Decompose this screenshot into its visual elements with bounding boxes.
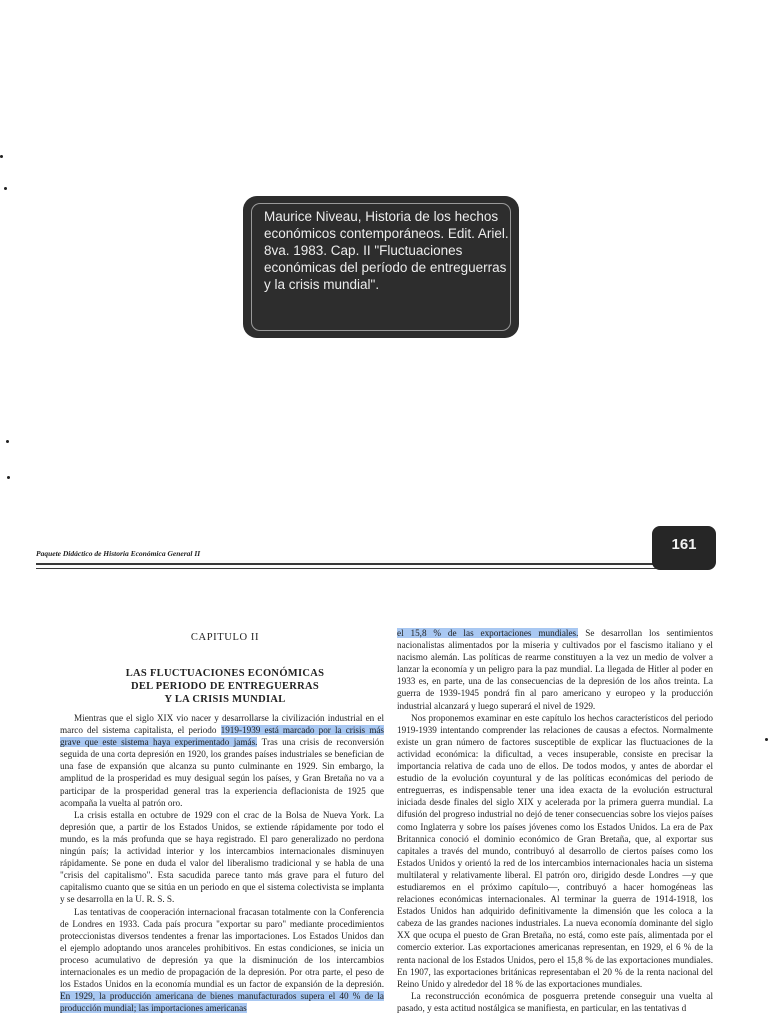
paragraph: La crisis estalla en octubre de 1929 con el crac de la Bolsa de Nueva York. La depresión que, a partir de los Estados Unidos, se extiende rápidamente por todo el mundo, es la más profunda que se haya registrado. El paro generalizado no perdona ningún país; la actividad interior y los intercambios internacionales disminuyen rápidamente. Se pone en duda el valor del liberalismo tradicional y se habla de una "crisis del capitalismo". Esta sacudida parece tanto más grave para el futuro del capitalismo cuanto que se sitúa en un periodo en que el sistema colectivista se implanta y se desarrolla en la U. R. S. S. xyxy=(60,809,384,905)
margin-mark xyxy=(7,476,10,479)
header-rule xyxy=(36,563,686,565)
paragraph xyxy=(397,627,713,712)
highlighted-text: 1919-1939 está marcado por la crisis más grave que este sistema haya experimentado jamás. xyxy=(60,725,384,748)
right-column xyxy=(397,627,713,1014)
left-column xyxy=(60,712,384,1014)
chapter-title-line1: LAS FLUCTUACIONES ECONÓMICAS xyxy=(125,668,325,679)
chapter-label: CAPITULO II xyxy=(190,632,260,643)
highlighted-text: En 1929, la producción americana de bienes manufacturados supera el 40 % de la producción mundial; las importaciones americanas xyxy=(60,991,384,1014)
chapter-title-line3: Y LA CRISIS MUNDIAL xyxy=(164,694,286,705)
highlighted-text: el 15,8 % de las exportaciones mundiales. xyxy=(397,628,579,638)
paragraph xyxy=(60,712,384,809)
text-run: Tras una crisis de reconversión seguida de una corta depresión en 1920, los grandes países industriales se benefician de una fase de expansión que alcanza su punto culminante en 1929. Sin embargo, la amplitud de la prosperidad es muy desigual según los países, y Gran Bretaña no va a participar de la prosperidad general tras la experiencia deflacionista de 1925 que acompaña la vuelta al patrón oro. xyxy=(60,737,384,808)
chapter-title-line2: DEL PERIODO DE ENTREGUERRAS xyxy=(130,681,320,692)
text-run: Las tentativas de cooperación internacional fracasan totalmente con la Conferencia de Londres en 1933. Cada país procura "exportar su paro" mediante procedimientos proteccionistas diversos tendentes a frenar las importaciones. Los Estados Unidos dan el ejemplo adoptando unos aranceles prohibitivos. En estas condiciones, se inicia un proceso acumulativo de depresión ya que la disminución de los intercambios internacionales es un medio de propagación de la depresión. Por otra parte, el peso de los Estados Unidos en la economía mundial es un factor de expansión de la depresión. xyxy=(60,906,384,990)
reference-note-text: Maurice Niveau, Historia de los hechos económicos contemporáneos. Edit. Ariel. 8va. 1983. Cap. II "Fluctuaciones económicas del período de entreguerras y la crisis mundial". xyxy=(264,209,509,292)
margin-mark xyxy=(4,187,7,190)
text-run: Mientras que el siglo XIX vio nacer y desarrollarse la civilización industrial en el marco del sistema capitalista, el periodo xyxy=(60,713,384,736)
paragraph: Nos proponemos examinar en este capítulo los hechos característicos del periodo 1919-1939 intentando comprender las relaciones de causas a efectos. Normalmente existe un gran número de factores susceptible de explicar las fluctuaciones de la actividad económica: la dificultad, a veces insuperable, consiste en precisar la importancia relativa de cada uno de ellos. De todos modos, y antes de abordar el estudio de la evolución coyuntural y de las políticas económicas del periodo de entreguerras, es indispensable tener una idea exacta de la evolución estructural iniciada desde finales del siglo XIX y acelerada por la primera guerra mundial. La difusión del progreso industrial no dejó de tener consecuencias sobre los viejos países como Inglaterra y sobre los países jóvenes como los Estados Unidos. La era de Pax Britannica conoció el dominio económico de Gran Bretaña, que, al exportar sus capitales a través del mundo, contribuyó al desarrollo de ciertos países como los Estados Unidos y orientó la red de los intercambios internacionales hacia un sistema multilateral y relativamente liberal. El patrón oro, dirigido desde Londres —y que estudiaremos en el próximo capítulo—, contribuyó a hacer homogéneas las relaciones económicas internacionales. Al terminar la guerra de 1914-1918, los Estados Unidos han adquirido definitivamente la dimensión que les coloca a la cabeza de las grandes naciones industriales. La nueva economía dominante del siglo XX que ocupa el puesto de Gran Bretaña, no está, como este país, alimentada por el comercio exterior. Las exportaciones americanas representan, en 1929, el 6 % de la renta nacional de los Estados Unidos, pero el 15,8 % de las exportaciones mundiales. En 1907, las exportaciones británicas representaban el 20 % de la renta nacional del Reino Unido y alrededor del 18 % de las exportaciones mundiales. xyxy=(397,712,713,989)
header-rule xyxy=(36,568,686,569)
paragraph xyxy=(60,906,384,1015)
margin-mark xyxy=(0,155,3,158)
running-header-title: Paquete Didáctico de Historia Económica General II xyxy=(36,549,201,558)
page-number: 161 xyxy=(671,536,697,553)
paragraph: La reconstrucción económica de posguerra pretende conseguir una vuelta al pasado, y esta actitud nostálgica se manifiesta, en particular, en las tentativas d xyxy=(397,990,713,1013)
margin-mark xyxy=(6,440,9,443)
text-run: Se desarrollan los sentimientos nacionalistas alimentados por la miseria y cultivados por el fascismo italiano y el nacismo alemán. Las políticas de rearme constituyen a la vez un medio de volver a lanzar la economía y un peligro para la paz mundial. La llegada de Hitler al poder en 1933 es, en parte, una de las consecuencias de la depresión de los años treinta. La guerra de 1939-1945 pondrá fin al paro americano y europeo y la producción industrial alcanzará y luego superará el nivel de 1929. xyxy=(397,628,713,711)
